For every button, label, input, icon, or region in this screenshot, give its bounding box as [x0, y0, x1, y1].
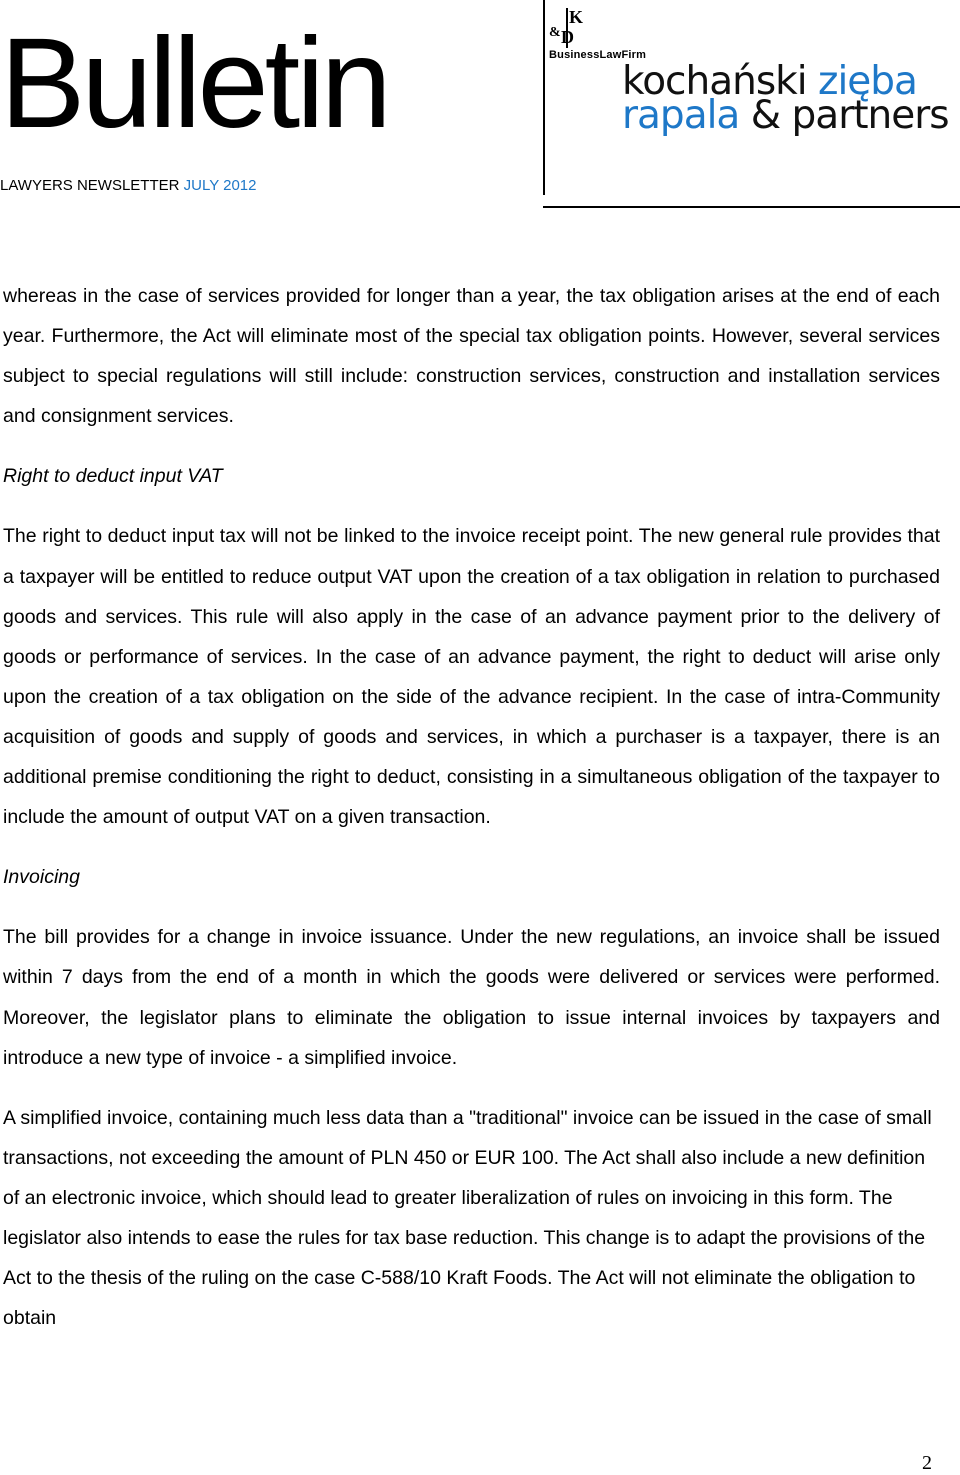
paragraph-services-tax-obligation: whereas in the case of services provided for longer than a year, the tax obligation arises at the end of each year. Furthermore, the Act will eliminate most of the special tax obligation points. However, several services subject to special regulations will still include: construction services, construction and installation services and consignment services. — [3, 285, 940, 428]
masthead — [0, 0, 960, 210]
monogram-d: D — [561, 27, 574, 47]
section-heading-right-to-deduct: Right to deduct input VAT — [3, 465, 223, 488]
newsletter-date: JULY 2012 — [183, 177, 257, 194]
article-body — [3, 276, 940, 1338]
firm-word-kochanski: kochański — [622, 59, 807, 104]
paragraph-invoicing-changes: The bill provides for a change in invoice issuance. Under the new regulations, an invoice shall be issued within 7 days from the end of a month in which the goods were delivered or services were performed. Moreover, the legislator plans to eliminate the obligation to issue internal invoices by taxpayers and introduce a new type of invoice - a simplified invoice. — [3, 926, 940, 1069]
monogram-k: K — [569, 7, 584, 27]
paragraph-simplified-invoice: A simplified invoice, containing much less data than a "traditional" invoice can be issued in the case of small transactions, not exceeding the amount of PLN 450 or EUR 100. The Act shall also include a new definition of an electronic invoice, which should lead to greater liberalization of rules on invoicing in this form. The legislator also intends to ease the rules for tax base reduction. This change is to adapt the provisions of the Act to the thesis of the ruling on the case C-588/10 Kraft Foods. The Act will not eliminate the obligation to obtain — [3, 1106, 932, 1330]
firm-name-line-2 — [622, 93, 949, 138]
section-heading-invoicing: Invoicing — [3, 866, 80, 889]
newsletter-label: LAWYERS NEWSLETTER — [0, 177, 180, 194]
firm-word-zieba: zięba — [817, 59, 917, 104]
kd-monogram-logo — [549, 8, 589, 48]
page-number: 2 — [922, 1452, 932, 1474]
paragraph-right-to-deduct: The right to deduct input tax will not be linked to the invoice receipt point. The new general rule provides that a taxpayer will be entitled to reduce output VAT upon the creation of a tax obligation in relation to purchased goods and services. This rule will also apply in the case of an advance payment prior to the delivery of goods or performance of services. In the case of an advance payment, the right to deduct will arise only upon the creation of a tax obligation on the side of the advance recipient. In the case of intra-Community acquisition of goods and supply of goods and services, in which a purchaser is a taxpayer, there is an additional premise conditioning the right to deduct, consisting in a simultaneous obligation of the taxpayer to include the amount of output VAT on a given transaction. — [3, 525, 940, 829]
header-vertical-rule — [543, 0, 545, 195]
monogram-ampersand: & — [549, 25, 561, 40]
business-law-firm-label: BusinessLawFirm — [549, 49, 647, 61]
newsletter-title: Bulletin — [0, 12, 388, 155]
header-horizontal-rule — [543, 206, 960, 208]
firm-word-rapala: rapala — [622, 93, 740, 138]
newsletter-issue-line — [0, 177, 257, 195]
firm-word-partners: & partners — [750, 93, 949, 138]
